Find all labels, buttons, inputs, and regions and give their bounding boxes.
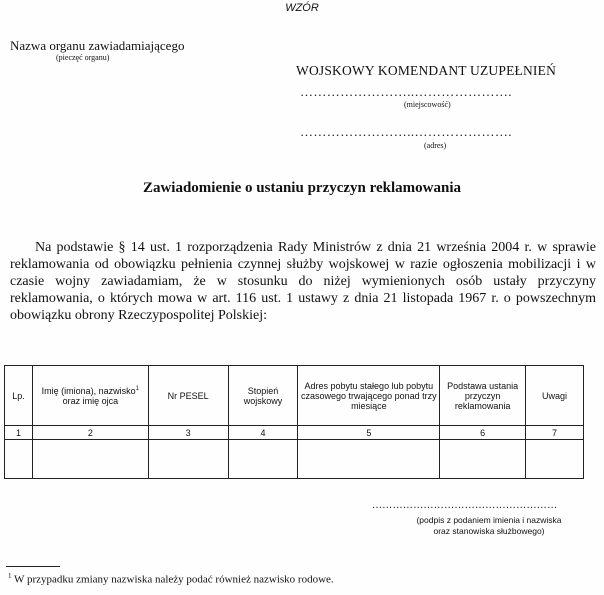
col-number: 6	[440, 426, 526, 440]
col-name-footnote-mark: 1	[135, 385, 140, 392]
table-cell	[148, 440, 228, 479]
place-caption: (miejscowość)	[404, 100, 451, 109]
table-number-row	[5, 426, 584, 440]
col-number: 5	[298, 426, 440, 440]
table-row	[5, 440, 584, 479]
signature-caption-line1: (podpis z podaniem imienia i nazwiska	[416, 515, 562, 525]
col-number: 3	[148, 426, 228, 440]
table-header-row	[5, 366, 584, 426]
table-cell	[5, 440, 33, 479]
table-cell	[32, 440, 148, 479]
col-lp: Lp.	[5, 366, 33, 426]
organ-name: Nazwa organu zawiadamiającego	[10, 38, 185, 53]
col-address: Adres pobytu stałego lub pobytu czasowego trwającego ponad trzy miesiące	[298, 366, 440, 426]
signature-caption-line2: oraz stanowiska służbowego)	[433, 526, 545, 536]
address-dotted-line: ……………………..………………….	[300, 124, 512, 139]
template-label: WZÓR	[285, 2, 319, 14]
col-rank: Stopień wojskowy	[228, 366, 298, 426]
col-number: 2	[32, 426, 148, 440]
signature-caption	[404, 515, 574, 537]
col-name	[32, 366, 148, 426]
footnote-text: W przypadku zmiany nazwiska należy podać również nazwisko rodowe.	[11, 573, 334, 586]
table-cell	[298, 440, 440, 479]
col-notes: Uwagi	[526, 366, 584, 426]
place-dotted-line: ……………………..………………….	[300, 84, 512, 99]
col-name-text: Imię (imiona), nazwisko	[41, 385, 136, 396]
col-basis: Podstawa ustania przyczyn reklamowania	[440, 366, 526, 426]
footnote-mark: 1	[8, 572, 12, 580]
footnote	[8, 572, 334, 586]
organ-stamp-caption: (pieczęć organu)	[56, 53, 110, 62]
col-pesel: Nr PESEL	[148, 366, 228, 426]
col-number: 7	[526, 426, 584, 440]
recipient-title: WOJSKOWY KOMENDANT UZUPEŁNIEŃ	[296, 63, 557, 78]
table-cell	[526, 440, 584, 479]
col-number: 4	[228, 426, 298, 440]
table-cell	[440, 440, 526, 479]
col-number: 1	[5, 426, 33, 440]
persons-table	[4, 365, 584, 479]
address-caption: (adres)	[424, 141, 447, 150]
col-name-father: oraz imię ojca	[62, 395, 119, 406]
body-paragraph: Na podstawie § 14 ust. 1 rozporządzenia Rady Ministrów z dnia 21 września 2004 r. w sprawie reklamowania od obowiązku pełnienia czynnej służby wojskowej w razie ogłoszenia mobilizacji i w czasie wojny zawiadamiam, że w stosunku do niżej wymienionych osób ustały przyczyny reklamowania, o których mowa w art. 116 ust. 1 ustawy z dnia 21 listopada 1967 r. o powszechnym obowiązku obrony Rzeczypospolitej Polskiej:	[10, 240, 596, 323]
document-title: Zawiadomienie o ustaniu przyczyn reklamowania	[142, 180, 462, 196]
signature-dotted-line: ………………………………………………	[372, 500, 558, 511]
footnote-separator	[6, 566, 60, 567]
table-cell	[228, 440, 298, 479]
